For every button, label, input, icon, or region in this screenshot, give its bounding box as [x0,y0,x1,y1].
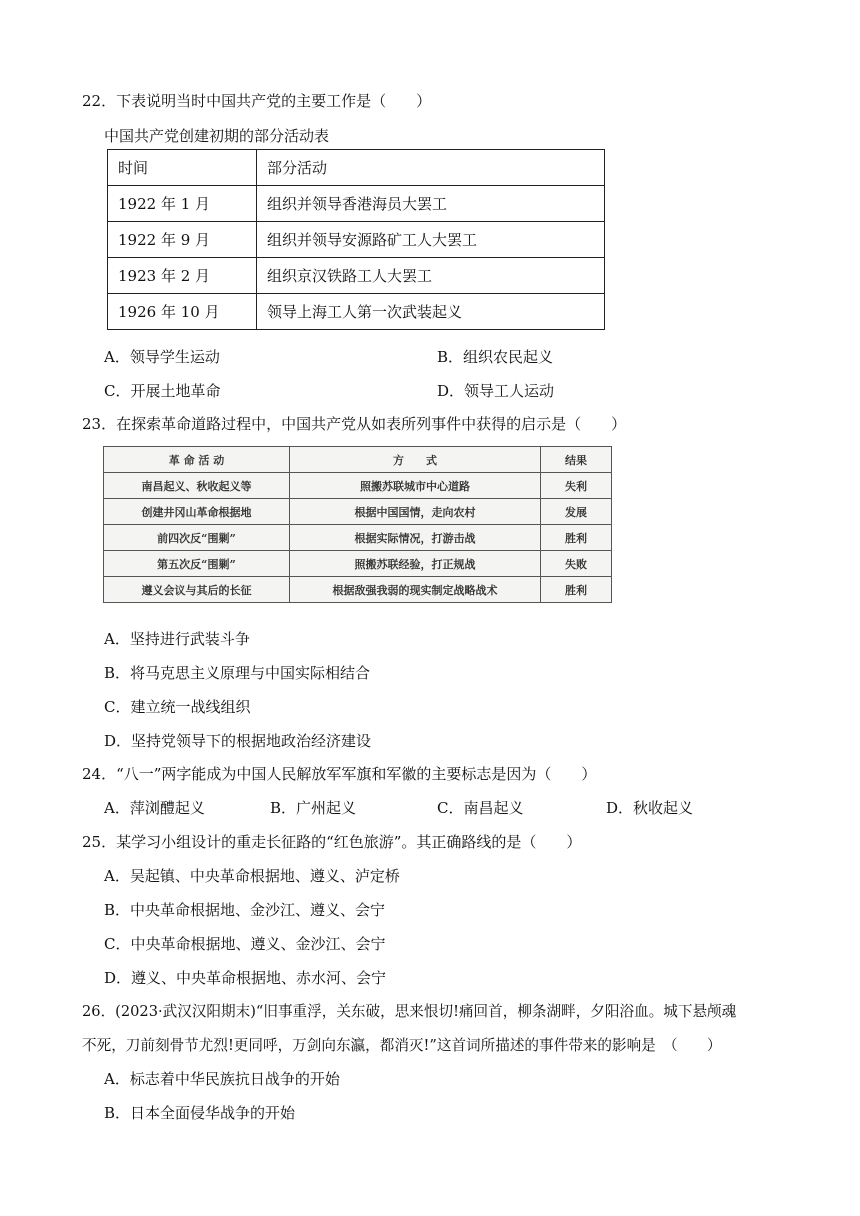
table-row [108,222,605,258]
table-row [108,186,605,222]
cell-time: 1926 年 10 月 [108,294,257,330]
option-b[interactable]: B．广州起义 [270,799,357,817]
question-22-stem: 22．下表说明当时中国共产党的主要工作是（ ） [82,92,432,110]
cell-result: 失败 [541,551,612,577]
header-result: 结果 [541,447,612,473]
cell-method: 照搬苏联经验，打正规战 [290,551,541,577]
table-row [108,258,605,294]
activity-table [107,149,605,330]
option-a[interactable]: A．标志着中华民族抗日战争的开始 [104,1070,340,1088]
cell-method: 照搬苏联城市中心道路 [290,473,541,499]
revolution-table [103,446,612,603]
table-row [104,473,612,499]
option-d[interactable]: D．秋收起义 [606,799,694,817]
table-caption: 中国共产党创建初期的部分活动表 [104,127,330,145]
table-row [104,499,612,525]
option-c[interactable]: C．建立统一战线组织 [104,698,251,716]
option-a[interactable]: A．萍浏醴起义 [104,799,205,817]
option-c[interactable]: C．中央革命根据地、遵义、金沙江、会宁 [104,935,386,953]
option-d[interactable]: D．坚持党领导下的根据地政治经济建设 [104,732,372,750]
cell-activity: 领导上海工人第一次武装起义 [257,294,605,330]
option-d[interactable]: D．领导工人运动 [437,382,555,400]
header-activity: 部分活动 [257,150,605,186]
cell-activity: 组织并领导香港海员大罢工 [257,186,605,222]
header-method: 方 式 [290,447,541,473]
cell-result: 胜利 [541,577,612,603]
table-row [108,294,605,330]
cell-time: 1922 年 9 月 [108,222,257,258]
cell-activity: 组织并领导安源路矿工人大罢工 [257,222,605,258]
option-b[interactable]: B．中央革命根据地、金沙江、遵义、会宁 [104,901,386,919]
option-c[interactable]: C．南昌起义 [437,799,524,817]
table-row [104,577,612,603]
table-header-row [108,150,605,186]
table-header-row [104,447,612,473]
header-activity: 革 命 活 动 [104,447,290,473]
cell-method: 根据实际情况，打游击战 [290,525,541,551]
question-24-stem: 24．“八一”两字能成为中国人民解放军军旗和军徽的主要标志是因为（ ） [82,765,597,783]
cell-time: 1923 年 2 月 [108,258,257,294]
cell-activity: 创建井冈山革命根据地 [104,499,290,525]
option-a[interactable]: A．坚持进行武装斗争 [104,630,250,648]
cell-method: 根据中国国情，走向农村 [290,499,541,525]
table-row [104,525,612,551]
option-b[interactable]: B．将马克思主义原理与中国实际相结合 [104,664,371,682]
option-c[interactable]: C．开展土地革命 [104,382,221,400]
cell-time: 1922 年 1 月 [108,186,257,222]
cell-result: 发展 [541,499,612,525]
question-25-stem: 25．某学习小组设计的重走长征路的“红色旅游”。其正确路线的是（ ） [82,833,582,851]
option-d[interactable]: D．遵义、中央革命根据地、赤水河、会宁 [104,969,387,987]
table-row [104,551,612,577]
question-26-stem-line1: 26．(2023·武汉汉阳期末)“旧事重浮，关东破，思来恨切!痛回首，柳条湖畔，夕阳浴血。城下悬颅魂 [82,1003,737,1020]
option-b[interactable]: B．组织农民起义 [437,348,554,366]
option-a[interactable]: A．领导学生运动 [104,348,220,366]
cell-result: 失利 [541,473,612,499]
cell-activity: 遵义会议与其后的长征 [104,577,290,603]
cell-method: 根据敌强我弱的现实制定战略战术 [290,577,541,603]
question-26-stem-line2: 不死，刀前刻骨节尤烈!更同呼，万剑向东瀛，都消灭!”这首词所描述的事件带来的影响是 （ ） [82,1037,722,1054]
cell-activity: 组织京汉铁路工人大罢工 [257,258,605,294]
header-time: 时间 [108,150,257,186]
cell-result: 胜利 [541,525,612,551]
question-23-stem: 23．在探索革命道路过程中，中国共产党从如表所列事件中获得的启示是（ ） [82,415,627,433]
cell-activity: 第五次反“围剿” [104,551,290,577]
option-b[interactable]: B．日本全面侵华战争的开始 [104,1104,296,1122]
option-a[interactable]: A．吴起镇、中央革命根据地、遵义、泸定桥 [104,867,400,885]
cell-activity: 南昌起义、秋收起义等 [104,473,290,499]
cell-activity: 前四次反“围剿” [104,525,290,551]
